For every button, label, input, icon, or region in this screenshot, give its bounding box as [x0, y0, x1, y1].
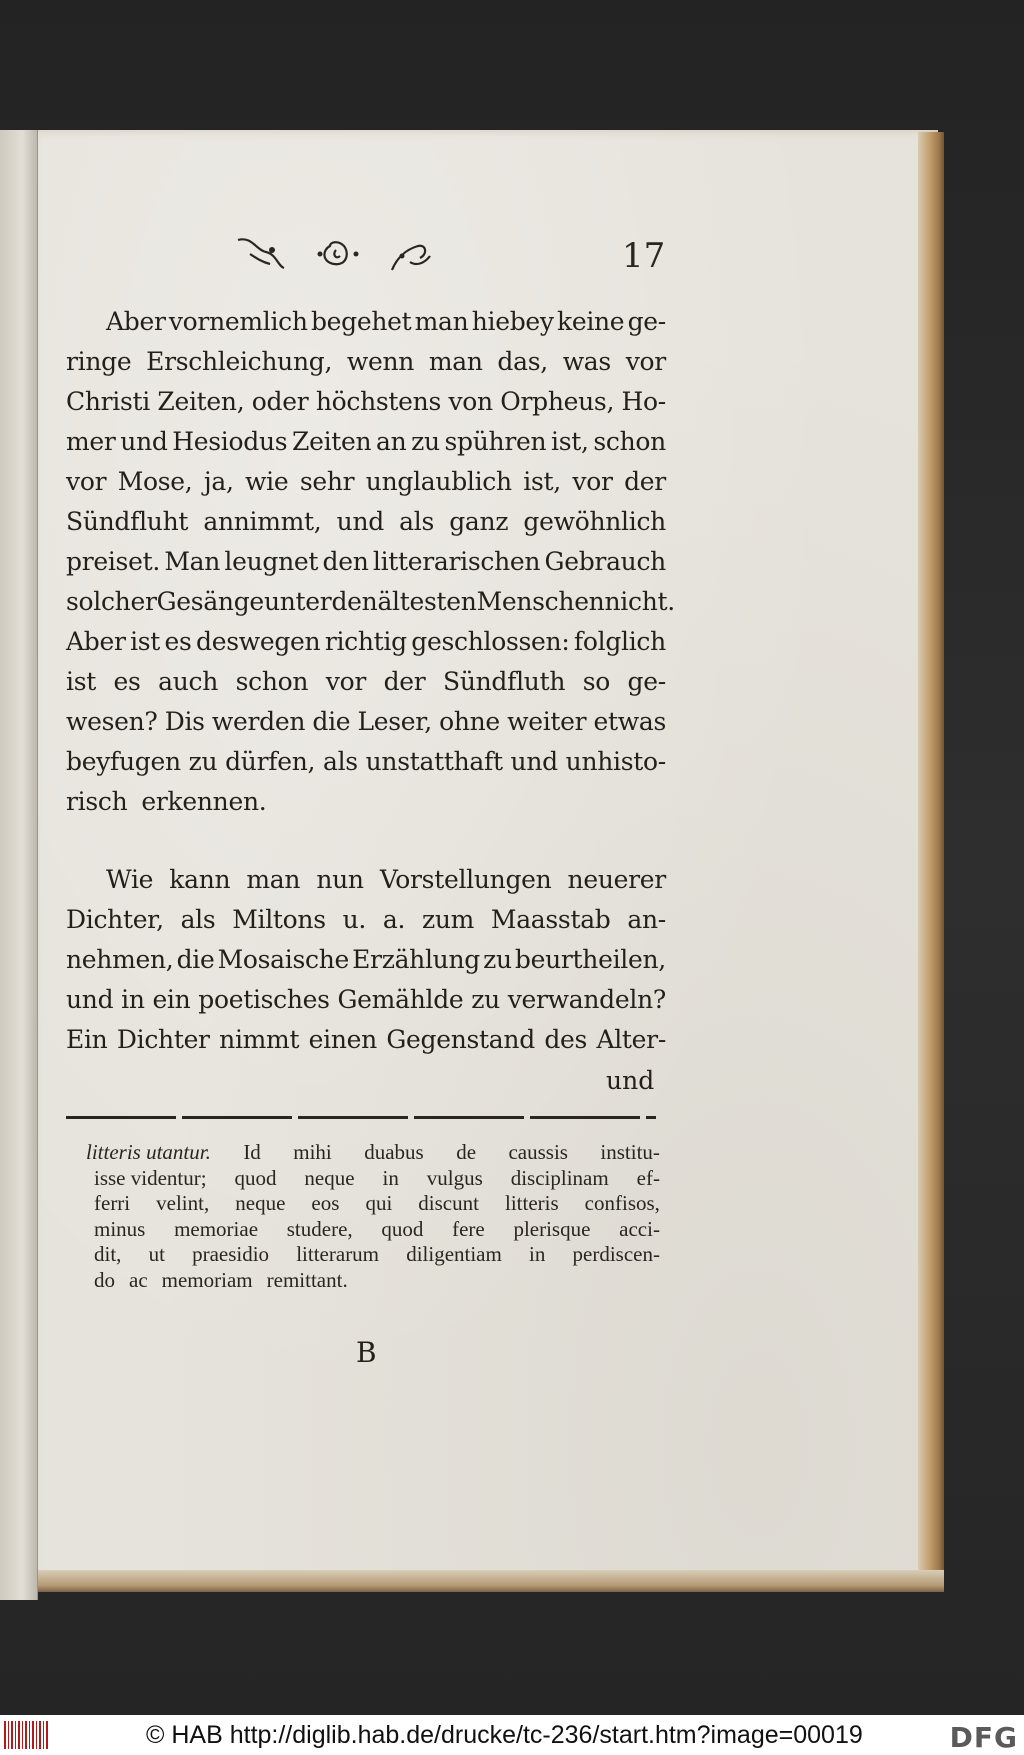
word: mihi [293, 1140, 332, 1164]
text-line [66, 502, 666, 542]
page-bottom-edge [38, 1570, 944, 1592]
page-number: 17 [622, 236, 666, 276]
word: Vorstellungen [379, 865, 552, 894]
word: und [120, 427, 168, 456]
text-line [86, 1166, 660, 1192]
word: Gemählde [337, 985, 464, 1014]
word: ferri [94, 1191, 131, 1215]
word: neque [235, 1191, 286, 1215]
dfg-logo: DFG [949, 1721, 1018, 1754]
word: richtig [324, 627, 407, 656]
word: mer [66, 427, 116, 456]
word: geschlossen: [411, 627, 570, 656]
word: ein [152, 985, 191, 1014]
word: die [176, 945, 215, 974]
word: ganz [449, 507, 509, 536]
word: Ein [66, 1025, 108, 1054]
word: memoriae [174, 1216, 259, 1241]
word: und [66, 985, 114, 1014]
text-line [66, 302, 666, 342]
word: ef- [636, 1165, 660, 1190]
word: Wie [106, 865, 154, 894]
word: beurtheilen, [514, 945, 666, 974]
text-line [66, 462, 666, 502]
word: ältesten [377, 587, 477, 616]
word: und [510, 747, 558, 776]
word: in [121, 985, 145, 1014]
word: ge- [627, 667, 666, 696]
signature-mark: B [356, 1336, 377, 1369]
word: vor [66, 467, 107, 496]
word: studere, [286, 1216, 353, 1241]
word: Leser, [357, 707, 432, 736]
word: neque [304, 1165, 355, 1190]
word: an [376, 427, 407, 456]
word: Sündfluht [66, 507, 189, 536]
word: annimmt, [203, 507, 322, 536]
word: unstatthaft [365, 747, 503, 776]
word: man [428, 347, 483, 376]
word: der [383, 667, 426, 696]
word: praesidio [192, 1242, 270, 1266]
word: man [246, 865, 301, 894]
word: duabus [364, 1140, 424, 1164]
word: litterarischen [372, 547, 541, 576]
word: der [624, 467, 666, 496]
word: caussis [508, 1140, 568, 1164]
text-line [66, 582, 675, 622]
word: do [94, 1267, 115, 1292]
word: Id [243, 1140, 261, 1164]
word: unter [263, 587, 332, 616]
word: Alter- [596, 1025, 666, 1054]
paragraph-2 [66, 860, 666, 1060]
page-right-edge [918, 132, 944, 1588]
word: gewöhnlich [523, 507, 666, 536]
word: auch [158, 667, 219, 696]
word: Erzählung [352, 945, 480, 974]
word: Gegenstand [386, 1025, 535, 1054]
word: vulgus [426, 1165, 483, 1190]
word: Dichter [116, 1025, 210, 1054]
word: begehet [310, 307, 412, 336]
word: den [322, 547, 369, 576]
word: de [456, 1140, 477, 1164]
text-line [66, 980, 666, 1020]
word: memoriam [161, 1267, 253, 1292]
word: leugnet [224, 547, 319, 576]
word: ist [66, 667, 96, 696]
word: Dis [164, 707, 205, 736]
word: spühren [444, 427, 547, 456]
word: zu [411, 427, 440, 456]
word: man [414, 307, 469, 336]
word: nun [316, 865, 364, 894]
word: Zeiten [292, 427, 372, 456]
word: Erschleichung, [146, 347, 333, 376]
word: Orpheus, [500, 387, 615, 416]
word: unhisto- [565, 747, 666, 776]
text-line [66, 542, 666, 582]
word: wesen? [66, 707, 158, 736]
word: ist [130, 627, 161, 656]
text-line [66, 702, 666, 742]
word: es [113, 667, 141, 696]
word: ist, [551, 427, 589, 456]
word: litteris utantur. [86, 1140, 211, 1164]
word: oder [251, 387, 309, 416]
word: zu [483, 945, 512, 974]
word: fere [452, 1216, 485, 1241]
word: kann [169, 865, 231, 894]
word: den [331, 587, 378, 616]
word: und [336, 507, 384, 536]
word: ut [148, 1242, 165, 1266]
word: quod [234, 1165, 277, 1190]
word: vor [572, 467, 613, 496]
word: neuerer [567, 865, 666, 894]
text-line [66, 1020, 666, 1060]
catchword: und [606, 1066, 655, 1095]
word: einen [308, 1025, 377, 1054]
text-line [86, 1217, 660, 1243]
word: hiebey [471, 307, 554, 336]
footnote [86, 1140, 660, 1293]
word: plerisque [513, 1216, 591, 1241]
word: Gesänge [156, 587, 264, 616]
word: vornemlich [168, 307, 308, 336]
word: perdiscen- [572, 1242, 660, 1266]
word: die [312, 707, 351, 736]
text-line [86, 1268, 660, 1294]
word: Hesiodus [172, 427, 288, 456]
word: zu [471, 985, 500, 1014]
word: Gebrauch [544, 547, 666, 576]
word: eos [311, 1191, 340, 1215]
text-line [66, 860, 666, 900]
word: das, [497, 347, 548, 376]
text-line [86, 1242, 660, 1268]
text-line [66, 382, 666, 422]
word: quod [381, 1216, 424, 1241]
word: a. [382, 905, 406, 934]
word: schon [235, 667, 309, 696]
text-line [66, 622, 666, 662]
word: u. [342, 905, 367, 934]
word: erkennen. [141, 787, 267, 816]
word: werden [211, 707, 306, 736]
word: minus [94, 1216, 146, 1241]
word: keine [556, 307, 625, 336]
hab-logo-icon [4, 1721, 50, 1749]
word: Christi [66, 387, 150, 416]
word: ge- [627, 307, 666, 336]
word: folglich [573, 627, 666, 656]
word: sehr [299, 467, 355, 496]
word: litteris [504, 1191, 559, 1215]
vignette-ornament-icon [232, 232, 472, 276]
word: Ho- [621, 387, 666, 416]
word: poetisches [198, 985, 330, 1014]
word: vor [325, 667, 367, 696]
text-line [86, 1140, 660, 1166]
footnote-rule [66, 1116, 656, 1119]
word: nicht. [604, 587, 675, 616]
paragraph-1 [66, 302, 675, 822]
word: risch [66, 787, 128, 816]
word: des [544, 1025, 588, 1054]
word: Mosaische [217, 945, 349, 974]
word: was [562, 347, 611, 376]
word: etwas [593, 707, 666, 736]
word: acci- [619, 1216, 660, 1241]
text-line [66, 662, 666, 702]
word: schon [593, 427, 666, 456]
word: disciplinam [510, 1165, 609, 1190]
word: dürfen, [225, 747, 316, 776]
word: discunt [418, 1191, 479, 1215]
text-line [66, 940, 666, 980]
word: Dichter, [66, 905, 164, 934]
word: ringe [66, 347, 132, 376]
word: höchstens [315, 387, 441, 416]
word: als [399, 507, 435, 536]
word: Man [164, 547, 221, 576]
word: ist, [523, 467, 561, 496]
text-line [86, 1191, 660, 1217]
word: ohne [439, 707, 500, 736]
word: als [322, 747, 358, 776]
word: unglaublich [365, 467, 512, 496]
word: Aber [106, 307, 166, 336]
word: velint, [156, 1191, 210, 1215]
word: vor [625, 347, 666, 376]
word: in [382, 1165, 399, 1190]
word: Mose, [117, 467, 193, 496]
word: Maasstab [490, 905, 611, 934]
text-line [66, 342, 666, 382]
word: zum [421, 905, 475, 934]
word: nimmt [219, 1025, 300, 1054]
word: solcher [66, 587, 157, 616]
word: ac [129, 1267, 148, 1292]
word: institu- [600, 1140, 660, 1164]
word: Zeiten, [157, 387, 245, 416]
word: confisos, [584, 1191, 660, 1215]
word: beyfugen [66, 747, 181, 776]
word: an- [627, 905, 666, 934]
word: nehmen, [66, 945, 174, 974]
word: Sündfluth [443, 667, 566, 696]
word: Aber [66, 627, 126, 656]
word: wenn [346, 347, 415, 376]
word: als [180, 905, 216, 934]
left-page-edge [0, 130, 38, 1600]
word: isse videntur; [94, 1165, 207, 1190]
word: Miltons [232, 905, 326, 934]
word: zu [188, 747, 218, 776]
word: es [164, 627, 192, 656]
word: wie [245, 467, 289, 496]
word: diligentiam [406, 1242, 502, 1266]
text-line [66, 782, 666, 822]
word: remittant. [266, 1267, 348, 1292]
text-line [66, 742, 666, 782]
word: weiter [507, 707, 587, 736]
word: preiset. [66, 547, 160, 576]
text-line [66, 900, 666, 940]
word: litterarum [296, 1242, 380, 1266]
word: dit, [94, 1242, 122, 1266]
word: verwandeln? [507, 985, 666, 1014]
word: qui [365, 1191, 393, 1215]
word: deswegen [196, 627, 321, 656]
word: so [582, 667, 610, 696]
word: ja, [203, 467, 234, 496]
footer-bar [0, 1715, 1024, 1755]
word: in [529, 1242, 546, 1266]
word: von [448, 387, 493, 416]
text-line [66, 422, 666, 462]
word: Menschen [476, 587, 605, 616]
copyright-link[interactable]: © HAB http://diglib.hab.de/drucke/tc-236/start.htm?image=00019 [146, 1720, 863, 1749]
